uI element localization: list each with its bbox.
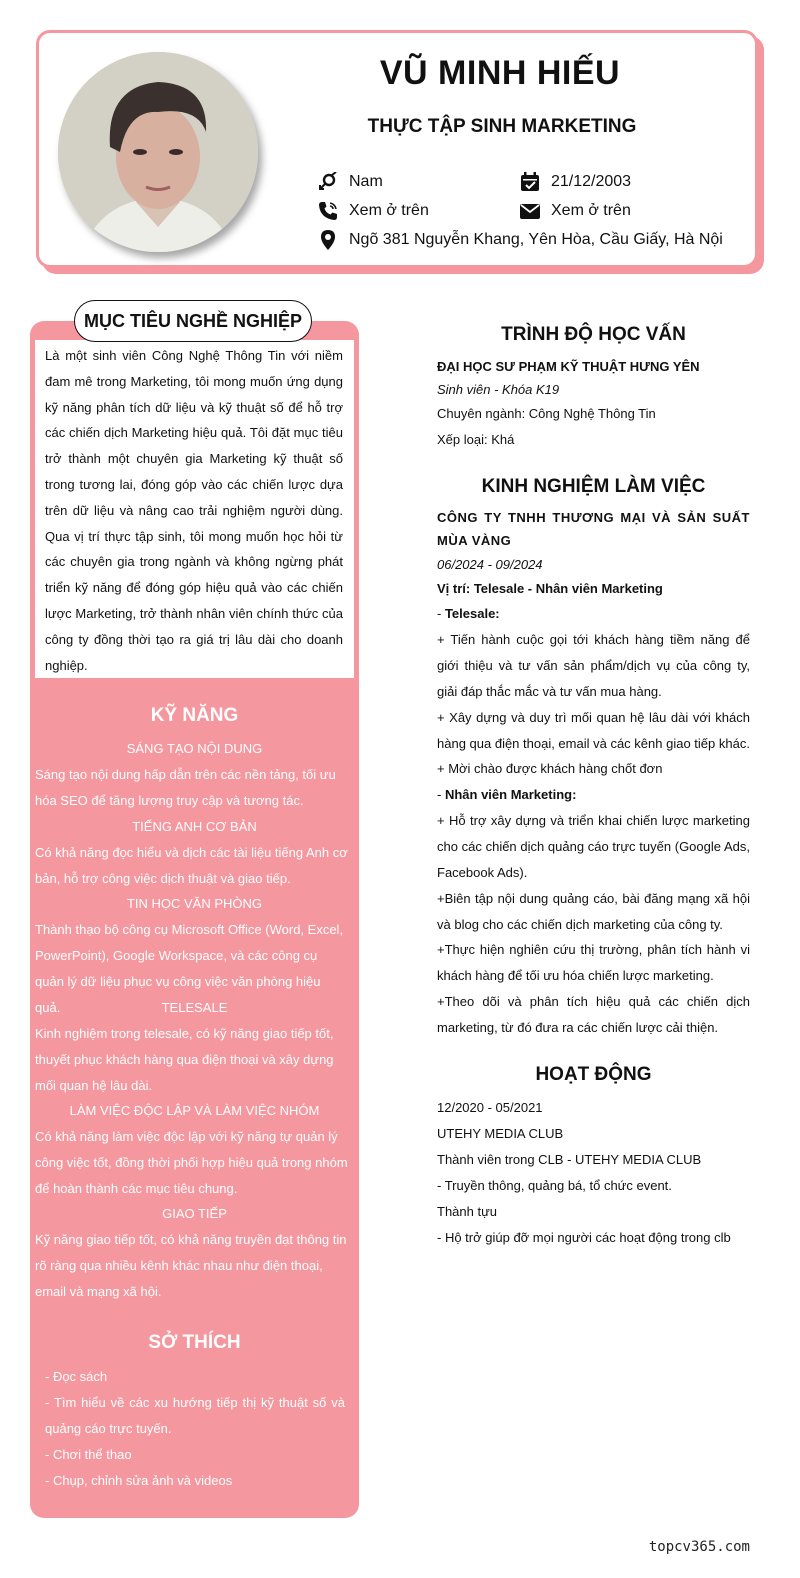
marketing-label: Nhân viên Marketing: (444, 787, 577, 802)
activities-title: HOẠT ĐỘNG (535, 1064, 652, 1085)
skill-description: Thành thạo bộ công cụ Microsoft Office (Word, Excel, PowerPoint), Google Workspace, và các công cụ quản lý dữ liệu phục vụ công việc văn phòng hiệu quả. (35, 922, 344, 1015)
calendar-icon (520, 172, 540, 192)
hobbies-title: SỞ THÍCH (148, 1332, 241, 1353)
education-status: Sinh viên - Khóa K19 (437, 382, 560, 397)
address-value: Ngõ 381 Nguyễn Khang, Yên Hòa, Cầu Giấy, Hà Nội (349, 231, 723, 248)
experience-bullet: + Hỗ trợ xây dựng và triển khai chiến lược marketing cho các chiến dịch quảng cáo trực tuyến (Google Ads, Facebook Ads). (437, 813, 750, 880)
activity-line: - Truyền thông, quảng bá, tổ chức event. (437, 1178, 672, 1193)
skill-name: TIẾNG ANH CƠ BẢN (132, 819, 257, 834)
gender-row (318, 172, 383, 192)
skill-description: Kinh nghiệm trong telesale, có kỹ năng giao tiếp tốt, thuyết phục khách hàng qua điện thoại và xây dựng mối quan hệ lâu dài. (35, 1026, 334, 1093)
skill-name: SÁNG TẠO NỘI DUNG (126, 741, 263, 756)
activity-line: Thành viên trong CLB - UTEHY MEDIA CLUB (437, 1152, 702, 1167)
candidate-name: VŨ MINH HIẾU (379, 54, 621, 92)
telesale-heading: - Telesale: (437, 606, 500, 621)
company-name: CÔNG TY TNHH THƯƠNG MẠI VÀ SẢN SUẤT MÙA VÀNG (437, 510, 750, 548)
school-name: ĐẠI HỌC SƯ PHẠM KỸ THUẬT HƯNG YÊN (437, 359, 700, 374)
gender-icon (318, 172, 338, 192)
experience-bullet: + Xây dựng và duy trì mối quan hệ lâu dài với khách hàng qua điện thoại, email và các kênh giao tiếp khác. (437, 710, 750, 751)
birthday-row (520, 172, 631, 192)
skill-name: TELESALE (161, 1000, 228, 1015)
avatar (58, 52, 258, 252)
hobby-item: - Chơi thể thao (45, 1447, 132, 1462)
skills-title: KỸ NĂNG (150, 705, 239, 726)
marketing-heading: - Nhân viên Marketing: (437, 787, 577, 802)
phone-value: Xem ở trên (349, 202, 429, 219)
skill-name: TIN HỌC VĂN PHÒNG (126, 896, 263, 911)
hobby-item: - Đọc sách (45, 1369, 108, 1384)
activity-line: - Hộ trở giúp đỡ mọi người các hoạt động trong clb (437, 1230, 731, 1245)
hobby-item: - Chụp, chỉnh sửa ảnh và videos (45, 1473, 233, 1488)
portrait-photo (58, 52, 258, 252)
experience-bullet: + Mời chào được khách hàng chốt đơn (437, 761, 663, 776)
watermark: topcv365.com (648, 1539, 750, 1555)
activity-line: UTEHY MEDIA CLUB (437, 1126, 564, 1141)
address-row (318, 230, 723, 250)
activity-line: Thành tựu (437, 1204, 498, 1219)
work-period: 06/2024 - 09/2024 (437, 557, 543, 572)
skill-description: Sáng tạo nội dung hấp dẫn trên các nền tảng, tối ưu hóa SEO để tăng lượng truy cập và tương tác. (35, 767, 336, 808)
experience-title: KINH NGHIỆM LÀM VIỆC (481, 476, 706, 497)
skill-description: Có khả năng đọc hiểu và dịch các tài liệu tiếng Anh cơ bản, hỗ trợ công việc dịch thuật và giao tiếp. (35, 845, 348, 886)
hobbies-list (45, 1364, 345, 1494)
objective-title: MỤC TIÊU NGHỀ NGHIỆP (74, 300, 312, 342)
telesale-label: Telesale: (444, 606, 500, 621)
gender-value: Nam (349, 173, 383, 190)
job-title: THỰC TẬP SINH MARKETING (367, 116, 637, 137)
location-pin-icon (318, 230, 338, 250)
work-position: Vị trí: Telesale - Nhân viên Marketing (437, 581, 663, 596)
hobby-item: - Tìm hiểu về các xu hướng tiếp thị kỹ thuật số và quảng cáo trực tuyến. (45, 1395, 345, 1436)
skill-name: LÀM VIỆC ĐỘC LẬP VÀ LÀM VIỆC NHÓM (69, 1103, 320, 1118)
experience-bullet: +Theo dõi và phân tích hiệu quả các chiến dịch marketing, từ đó đưa ra các chiến lược cải thiện. (437, 994, 750, 1035)
activity-line: 12/2020 - 05/2021 (437, 1100, 543, 1115)
experience-bullet: +Thực hiện nghiên cứu thị trường, phân tích hành vi khách hàng để tối ưu hóa chiến lược marketing. (437, 942, 750, 983)
education-rank: Xếp loại: Khá (437, 432, 515, 447)
objective-text: Là một sinh viên Công Nghệ Thông Tin với niềm đam mê trong Marketing, tôi mong muốn ứng dụng kỹ năng phân tích dữ liệu và kỹ thuật số để hỗ trợ các chiến dịch Marketing hiệu quả. Tôi đặt mục tiêu trở thành một chuyên gia Marketing kỹ thuật số trong tương lai, đóng góp vào các chiến lược dựa trên dữ liệu và nâng cao trải nghiệm người dùng. Qua vị trí thực tập sinh, tôi mong muốn học hỏi từ các chuyên gia trong ngành và không ngừng phát triển kỹ năng để đóng góp hiệu quả vào các chiến lược Marketing, trở thành nhân viên chính thức của công ty đồng thời tạo ra giá trị lâu dài cho doanh nghiệp. (45, 348, 343, 673)
birthday-value: 21/12/2003 (551, 173, 632, 190)
skill-name: GIAO TIẾP (162, 1206, 227, 1221)
experience-bullet: + Tiến hành cuộc gọi tới khách hàng tiềm năng để giới thiệu và tư vấn sản phẩm/dịch vụ của công ty, giải đáp thắc mắc và tư vấn mua hàng. (437, 632, 750, 699)
envelope-icon (520, 201, 540, 221)
experience-bullet: +Biên tập nội dung quảng cáo, bài đăng mạng xã hội và blog cho các chiến dịch marketing của công ty. (437, 891, 750, 932)
education-major: Chuyên ngành: Công Nghệ Thông Tin (437, 406, 656, 421)
email-row (520, 201, 631, 221)
education-title: TRÌNH ĐỘ HỌC VẤN (501, 324, 686, 345)
email-value: Xem ở trên (551, 202, 631, 219)
phone-icon (318, 201, 338, 221)
skill-description: Có khả năng làm việc độc lập với kỹ năng tự quản lý công việc tốt, đồng thời phối hợp hiệu quả trong nhóm để hoàn thành các mục tiêu chung. (35, 1129, 348, 1196)
skill-description: Kỹ năng giao tiếp tốt, có khả năng truyền đạt thông tin rõ ràng qua nhiều kênh khác nhau như điện thoại, email và mạng xã hội. (35, 1232, 347, 1299)
phone-row (318, 201, 429, 221)
